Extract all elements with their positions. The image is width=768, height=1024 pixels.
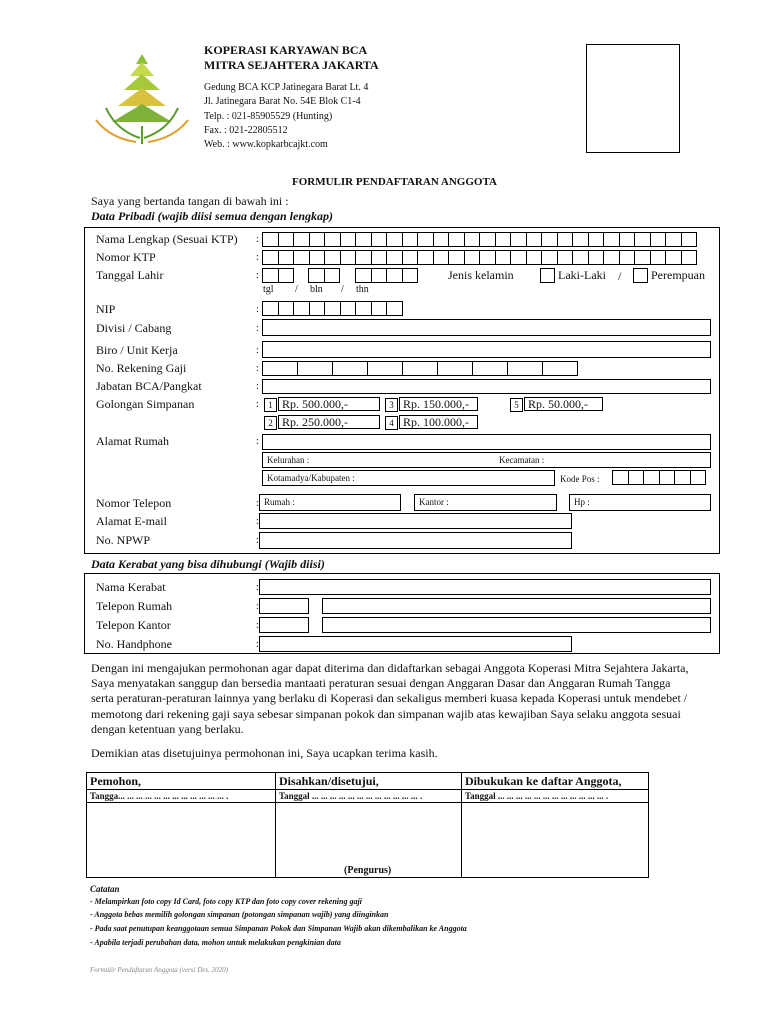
colon: : (256, 323, 259, 334)
pengurus-label: (Pengurus) (344, 865, 392, 876)
savings-option-amount: Rp. 100.000,- (399, 415, 478, 429)
kerabat-kantor-field[interactable] (322, 617, 711, 633)
label-nip: NIP (96, 302, 116, 316)
colon: : (256, 345, 259, 356)
male-checkbox[interactable] (540, 268, 555, 283)
male-label: Laki-Laki (558, 268, 606, 282)
kota-label: Kotamadya/Kabupaten : (267, 473, 355, 483)
savings-option-amount: Rp. 500.000,- (278, 397, 380, 411)
sig-date-dibukukan[interactable]: Tanggal ... ... ... ... ... ... ... ... ... ... ... ... . (465, 791, 609, 801)
label-npwp: No. NPWP (96, 533, 151, 547)
npwp-field[interactable] (259, 532, 572, 549)
kecamatan-label: Kecamatan : (499, 455, 545, 465)
koperasi-logo (86, 48, 198, 152)
note-item: - Anggota bebas memilih golongan simpanan (potongan simpanan wajib) yang diinginkan (90, 910, 389, 919)
colon: : (256, 234, 259, 245)
colon: : (256, 399, 259, 410)
kerabat-rumah-field[interactable] (322, 598, 711, 614)
biro-field[interactable] (262, 341, 711, 358)
statement-line: memotong dari rekening gaji saya sebesar simpanan pokok dan simpanan wajib atas kewajiban Saya selaku anggota sesuai (91, 707, 681, 721)
statement-line: Dengan ini mengajukan permohonan agar dapat diterima dan didaftarkan sebagai Anggota Koperasi Mitra Sejahtera Jakarta, (91, 661, 689, 675)
savings-option-number[interactable]: 1 (264, 398, 277, 412)
sig-head-disahkan: Disahkan/disetujui, (279, 774, 379, 788)
savings-option-number[interactable]: 5 (510, 398, 523, 412)
label-rekening: No. Rekening Gaji (96, 361, 187, 375)
colon: : (256, 304, 259, 315)
divisi-field[interactable] (262, 319, 711, 336)
nama-cells[interactable] (262, 232, 696, 247)
alamat-field[interactable] (262, 434, 711, 450)
notes-title: Catatan (90, 884, 120, 894)
label-kerabat-rumah: Telepon Rumah (96, 599, 173, 613)
signature-divider (86, 802, 649, 803)
form-title: FORMULIR PENDAFTARAN ANGGOTA (292, 176, 497, 188)
female-checkbox[interactable] (633, 268, 648, 283)
signature-divider (275, 772, 276, 878)
note-item: - Melampirkan foto copy Id Card, foto copy KTP dan foto copy cover rekening gaji (90, 897, 362, 906)
colon: : (256, 535, 259, 546)
savings-option-number[interactable]: 2 (264, 416, 277, 430)
kerabat-kantor-area-field[interactable] (259, 617, 309, 633)
savings-option-number[interactable]: 3 (385, 398, 398, 412)
colon: : (256, 601, 259, 612)
ktp-cells[interactable] (262, 250, 696, 265)
hint-tgl: tgl (263, 284, 274, 295)
savings-option-amount: Rp. 150.000,- (399, 397, 478, 411)
signature-divider (86, 789, 649, 790)
statement-line: serta peraturan-peraturan lainnya yang berlaku di Koperasi dan sekaligus memberi kuasa kepada Koperasi untuk mendebet / (91, 691, 688, 705)
photo-box[interactable] (586, 44, 680, 153)
rumah-label: Rumah : (264, 497, 295, 507)
savings-option-amount: Rp. 50.000,- (524, 397, 603, 411)
thn-cells[interactable] (355, 268, 417, 283)
org-phone: Telp. : 021-85905529 (Hunting) (204, 111, 333, 122)
note-item: - Apabila terjadi perubahan data, mohon untuk melakukan pengkinian data (90, 938, 341, 947)
hp-label: Hp : (574, 497, 590, 507)
label-ktp: Nomor KTP (96, 250, 156, 264)
colon: : (256, 582, 259, 593)
tgl-cells[interactable] (262, 268, 293, 283)
colon: : (256, 436, 259, 447)
jabatan-field[interactable] (262, 379, 711, 394)
nip-cells[interactable] (262, 301, 402, 316)
label-kerabat-hp: No. Handphone (96, 637, 172, 651)
org-fax: Fax. : 021-22805512 (204, 125, 288, 136)
relative-section-heading: Data Kerabat yang bisa dihubungi (Wajib diisi) (91, 557, 325, 571)
bln-cells[interactable] (308, 268, 339, 283)
sig-date-pemohon[interactable]: Tangga... ... ... ... ... ... ... ... ... ... ... ... . (90, 791, 229, 801)
kodepos-cells[interactable] (612, 470, 705, 485)
label-email: Alamat E-mail (96, 514, 167, 528)
sig-head-dibukukan: Dibukukan ke daftar Anggota, (465, 774, 622, 788)
kerabat-nama-field[interactable] (259, 579, 711, 595)
statement-line: Saya menyatakan sanggup dan bersedia mantaati peraturan sesuai dengan Anggaran Dasar dan Anggaran Rumah Tangga (91, 676, 671, 690)
label-jabatan: Jabatan BCA/Pangkat (96, 379, 202, 393)
org-address-line: Jl. Jatinegara Barat No. 54E Blok C1-4 (204, 96, 361, 107)
gender-label: Jenis kelamin (448, 268, 514, 282)
sig-date-disahkan[interactable]: Tanggal ... ... ... ... ... ... ... ... ... ... ... ... . (279, 791, 423, 801)
org-address-line: Gedung BCA KCP Jatinegara Barat Lt. 4 (204, 82, 369, 93)
kota-field[interactable] (262, 470, 555, 486)
org-website: Web. : www.kopkarbcajkt.com (204, 139, 328, 150)
telp-hp-field[interactable] (569, 494, 711, 511)
note-item: - Pada saat penutupan keanggotaan semua Simpanan Pokok dan Simpanan Wajib akan dikembalikan ke Anggota (90, 924, 467, 933)
label-telepon: Nomor Telepon (96, 496, 172, 510)
telp-kantor-field[interactable] (414, 494, 557, 511)
signature-divider (461, 772, 462, 878)
label-tgl-lahir: Tanggal Lahir (96, 268, 164, 282)
kerabat-hp-field[interactable] (259, 636, 572, 652)
hint-sep: / (295, 284, 298, 295)
savings-option-number[interactable]: 4 (385, 416, 398, 430)
email-field[interactable] (259, 513, 572, 529)
colon: : (256, 252, 259, 263)
hint-thn: thn (356, 284, 369, 295)
savings-option-amount: Rp. 250.000,- (278, 415, 380, 429)
closing-statement: Demikian atas disetujuinya permohonan ini, Saya ucapkan terima kasih. (91, 746, 438, 760)
kantor-label: Kantor : (419, 497, 449, 507)
label-golongan: Golongan Simpanan (96, 397, 195, 411)
form-intro: Saya yang bertanda tangan di bawah ini : (91, 194, 289, 208)
colon: : (256, 498, 259, 509)
label-alamat: Alamat Rumah (96, 434, 169, 448)
colon: : (256, 620, 259, 631)
org-name-line2: MITRA SEJAHTERA JAKARTA (204, 58, 379, 72)
label-divisi: Divisi / Cabang (96, 321, 172, 335)
sig-head-pemohon: Pemohon, (90, 774, 141, 788)
hint-bln: bln (310, 284, 323, 295)
label-kerabat-nama: Nama Kerabat (96, 580, 166, 594)
label-biro: Biro / Unit Kerja (96, 343, 178, 357)
gender-sep: / (618, 269, 622, 283)
colon: : (256, 639, 259, 650)
statement-line: dengan ketentuan yang berlaku. (91, 722, 244, 736)
kodepos-label: Kode Pos : (560, 474, 600, 484)
rekening-cells[interactable] (262, 361, 577, 376)
female-label: Perempuan (651, 268, 705, 282)
colon: : (256, 516, 259, 527)
label-kerabat-kantor: Telepon Kantor (96, 618, 171, 632)
kerabat-rumah-area-field[interactable] (259, 598, 309, 614)
telp-rumah-field[interactable] (259, 494, 401, 511)
kelurahan-label: Kelurahan : (267, 455, 310, 465)
personal-section-heading: Data Pribadi (wajib diisi semua dengan lengkap) (91, 209, 334, 223)
org-name-line1: KOPERASI KARYAWAN BCA (204, 43, 368, 57)
hint-sep: / (341, 284, 344, 295)
colon: : (256, 381, 259, 392)
footer-version: Formulir Pendaftaran Anggota (versi Des. 2020) (90, 966, 228, 974)
colon: : (256, 363, 259, 374)
kelurahan-kecamatan-field[interactable] (262, 452, 711, 468)
colon: : (256, 270, 259, 281)
label-nama: Nama Lengkap (Sesuai KTP) (96, 232, 238, 246)
